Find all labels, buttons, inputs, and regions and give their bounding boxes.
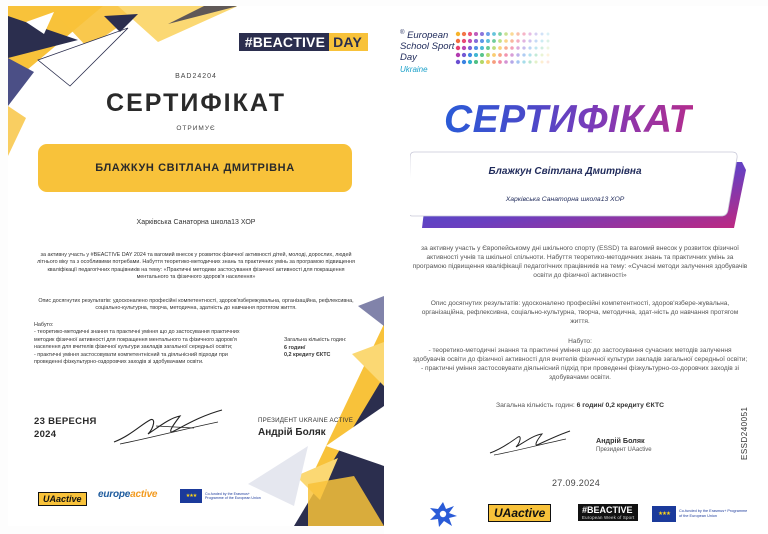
essd-splash-logo [428, 500, 458, 528]
eu-flag-icon: ★★★ [180, 489, 202, 503]
essd-dot [468, 32, 472, 36]
president-name: Андрій Боляк [596, 436, 645, 445]
signature [488, 427, 572, 457]
recipient-name: Блажкун Світлана Дмитрівна [488, 166, 642, 177]
essd-dot [528, 46, 531, 49]
essd-dot [534, 60, 537, 63]
essd-dot [547, 33, 550, 36]
eu-flag-icon: ★★★ [652, 506, 676, 522]
essd-dot [510, 53, 514, 57]
erasmus-text: Co-funded by the Erasmus+ Programme of the European Union [205, 491, 261, 500]
essd-dot [541, 47, 544, 50]
essd-dot [456, 32, 460, 36]
essd-dot [504, 46, 508, 50]
essd-dot [486, 39, 490, 43]
uaactive-logo: UAactive [488, 504, 551, 522]
essd-dot [468, 60, 472, 64]
essd-dot [534, 53, 537, 56]
hours-value: 6 годин/ 0,2 кредиту ЄКТС [576, 402, 664, 409]
hours-line [412, 402, 748, 409]
hours-label: Загальна кількість годин: [496, 402, 575, 409]
results-text: Опис досягнутих результатів: удосконалено професійні компетентності, здоров'язбережувальна, організаційна, рефлексивна, соціально-культурна, творча, методична, здатність до навчання протягом життя. [38, 298, 354, 312]
essd-dot [504, 60, 508, 64]
essd-dot [516, 39, 519, 42]
essd-dot [498, 32, 502, 36]
essd-dot [541, 40, 544, 43]
essd-dot [541, 61, 544, 64]
essd-dot [528, 53, 531, 56]
president-name: Андрій Боляк [258, 427, 326, 438]
europe-active-part2: active [130, 489, 158, 500]
hours-block [284, 337, 364, 360]
hours-label: Загальна кількість годин: [284, 337, 347, 343]
essd-dot [462, 39, 466, 43]
essd-logo [400, 30, 454, 74]
hours-value-1: 6 годин/ [284, 344, 306, 351]
essd-dot [498, 53, 502, 57]
essd-dot [468, 46, 472, 50]
essd-dot [480, 60, 484, 64]
essd-dot [534, 39, 537, 42]
essd-dot [534, 32, 537, 35]
essd-dot [480, 39, 484, 43]
essd-dot [504, 32, 508, 36]
president-role: Президент UAactive [596, 447, 652, 453]
essd-dot [468, 39, 472, 43]
essd-logo-line2: School Sport [400, 41, 455, 53]
side-code: ESSD240051 [740, 406, 749, 460]
essd-dot [462, 46, 466, 50]
essd-dot [474, 39, 478, 43]
recipient-name: БЛАЖКУН СВІТЛАНА ДМИТРІВНА [38, 144, 352, 192]
essd-dot [522, 46, 525, 49]
essd-dot [522, 32, 525, 35]
essd-dot [516, 46, 519, 49]
learned-item-1: - теоретико-методичні знання та практичні уміння що до застосування практичних методик фізичної активності для покращення ментального та фізичного здоров'я населення для вчителів фізичної культури закладів загальної середньої освіти; [34, 329, 240, 351]
hours-value-2: 0,2 кредиту ЄКТС [284, 352, 331, 359]
essd-dot [480, 32, 484, 36]
essd-dot [486, 53, 490, 57]
president-role: ПРЕЗИДЕНТ UKRAINE ACTIVE [258, 417, 354, 424]
essd-dot [510, 60, 514, 64]
essd-dot [456, 39, 460, 43]
essd-dot [456, 60, 460, 64]
essd-dot [492, 32, 496, 36]
issue-date [34, 416, 97, 442]
essd-dot [480, 46, 484, 50]
essd-dot [474, 53, 478, 57]
essd-certificate [384, 6, 768, 534]
essd-dot [522, 60, 525, 63]
essd-dot [504, 53, 508, 57]
essd-dot [504, 39, 508, 43]
europe-active-logo [98, 489, 157, 500]
essd-dot [474, 32, 478, 36]
essd-dot [534, 46, 537, 49]
certificate-code: BAD24204 [175, 73, 217, 80]
issue-date: 27.09.2024 [551, 478, 601, 488]
brand-part1: #BEACTIVE [239, 33, 329, 51]
results-text: Опис досягнутих результатів: удосконалено професійні компетентності, здоров'язбере-жувальна, організаційна, рефлексивна, соціально-культурна, творча, методична, здат-ність до навчання протягом життя. [421, 300, 739, 326]
beactive-logo-main: #BEACTIVE [582, 505, 633, 515]
essd-dot [547, 40, 550, 43]
essd-dot [486, 32, 490, 36]
uaactive-logo: UAactive [38, 492, 87, 506]
participation-text: за активну участь у Європейському дні шкільного спорту (ESSD) та вагомий внесок у розвиток фізичної активності учнів та шкільної спільноти. Набуття теоретико-методичних знань та практичних умінь за програмою підвищення кваліфікації педагогічних працівників на тему: «Сучасні методи залучення здобувачів освіти до фізичної активності» [412, 245, 748, 280]
essd-dot [486, 46, 490, 50]
essd-dot [474, 46, 478, 50]
date-line-2: 2024 [34, 428, 57, 440]
essd-dot [547, 54, 550, 57]
essd-dot [510, 32, 514, 36]
school-name: Харківська Санаторна школа13 ХОР [136, 219, 256, 226]
essd-logo-line1-text: European [407, 30, 449, 42]
essd-dot [462, 32, 466, 36]
certificate-title: СЕРТИФІКАТ [106, 89, 286, 117]
certificate-title-text: СЕРТИФІКАТ [444, 98, 693, 141]
beactive-logo-sub: European Week of Sport [582, 515, 635, 520]
essd-dot [510, 39, 514, 43]
learned-block [34, 322, 250, 367]
brand-part2: DAY [329, 33, 368, 51]
essd-dot [516, 32, 519, 35]
essd-dot [522, 53, 525, 56]
europe-active-part1: europe [98, 489, 131, 500]
essd-dot [474, 60, 478, 64]
essd-dot [541, 54, 544, 57]
essd-logo-line4: Ukraine [400, 64, 428, 74]
essd-dot [462, 60, 466, 64]
essd-dot [516, 60, 519, 63]
beactive-certificate [8, 6, 384, 526]
essd-dot [498, 60, 502, 64]
essd-dot [468, 53, 472, 57]
essd-dot [498, 46, 502, 50]
essd-dot [547, 61, 550, 64]
essd-dot [486, 60, 490, 64]
receives-label: ОТРИМУЄ [176, 125, 216, 132]
essd-dot [516, 53, 519, 56]
essd-dot [528, 39, 531, 42]
essd-dot [522, 39, 525, 42]
learned-title: Набуто: [568, 338, 592, 345]
essd-dot [462, 53, 466, 57]
essd-dot [492, 39, 496, 43]
learned-title: Набуто: [34, 322, 54, 328]
learned-item-1: - теоретико-методичні знання та практичні уміння що до застосування сучасних методів залучення здобувачів освіти до фізичної активності для вчителів фізичної культури закладів загальної середньої освіти; [412, 347, 748, 364]
essd-dot [456, 53, 460, 57]
essd-logo-line3: Day [400, 52, 417, 63]
participation-text: за активну участь у #BEACTIVE DAY 2024 та вагомий внесок у розвиток фізичної активності дітей, молоді, дорослих, людей літнього віку та з особливими потребами. Набуття теоретико-методичних знань та практичних умінь за програмою підвищення кваліфікації педагогічних працівників на тему: «Практичні методики застосування фізичної активності для покращення ментального та фізичного здоров'я населення» [37, 252, 355, 280]
signature [110, 406, 228, 448]
essd-dot [498, 39, 502, 43]
essd-dot [492, 46, 496, 50]
beactive-day-logo [239, 33, 368, 51]
essd-dot [541, 33, 544, 36]
essd-dots-graphic [454, 30, 554, 68]
essd-dot [456, 46, 460, 50]
erasmus-text: Co-funded by the Erasmus+ Programme of the European Union [679, 509, 748, 518]
essd-dot [510, 46, 514, 50]
essd-dot [528, 32, 531, 35]
learned-item-2: - практичні уміння застосовувати компетентнісний та діяльнісний підходи при проведенні фізкультурно-оздоровчих заходів зі здобувачами освіти. [34, 351, 228, 366]
registered-mark: ® [400, 30, 405, 36]
essd-dot [492, 60, 496, 64]
essd-dot [547, 47, 550, 50]
essd-dot [480, 53, 484, 57]
erasmus-logo [180, 489, 267, 503]
date-line-1: 23 ВЕРЕСНЯ [34, 416, 97, 427]
essd-dot [528, 60, 531, 63]
partner-logos [8, 486, 384, 512]
school-name: Харківська Санаторна школа13 ХОР [505, 196, 625, 203]
side-code-wrap [740, 406, 768, 469]
learned-block [412, 337, 748, 382]
essd-dot [492, 53, 496, 57]
beactive-logo [578, 504, 638, 521]
learned-item-2: - практичні уміння застосовувати діяльнісний підхід при проведенні фізкультурно-оз-доровчих заходів зі здобувачами освіти. [420, 365, 740, 382]
erasmus-logo [652, 506, 749, 522]
name-card [410, 148, 746, 230]
certificate-title [444, 98, 693, 142]
